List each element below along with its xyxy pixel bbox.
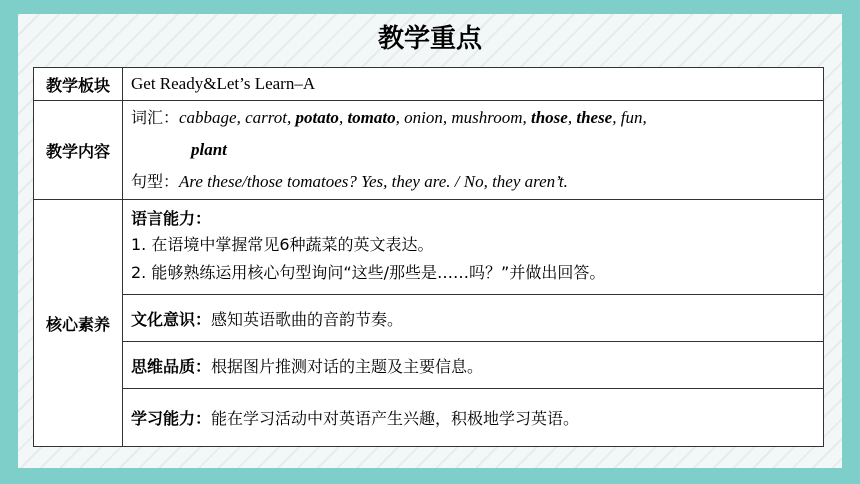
teaching-focus-table — [33, 67, 824, 447]
row-content — [34, 101, 824, 200]
vocab-label: 词汇： — [131, 108, 180, 127]
culture-text: 感知英语歌曲的音韵节奏。 — [211, 309, 404, 329]
vocab-words — [179, 108, 647, 127]
sentence-label: 句型： — [131, 172, 180, 191]
vocab-word-segment: , — [338, 108, 348, 127]
row-module — [34, 68, 824, 101]
content-cell — [123, 101, 824, 200]
culture-label: 文化意识： — [131, 309, 212, 329]
learning-text: 能在学习活动中对英语产生兴趣，积极地学习英语。 — [211, 409, 580, 428]
sentence-line — [131, 166, 815, 198]
vocab-line-2 — [131, 134, 815, 166]
language-item-1: 1. 在语境中掌握常见6种蔬菜的英文表达。 — [131, 235, 434, 254]
sentence-pattern: Are these/those tomatoes? Yes, they are. / No, they aren’t. — [179, 172, 568, 191]
row-thinking — [34, 342, 824, 389]
row-language — [34, 200, 824, 295]
learning-label: 学习能力： — [131, 409, 212, 428]
vocab-word-segment: , onion, mushroom, — [395, 108, 531, 127]
vocab-word-segment: potato — [295, 108, 339, 127]
vocab-word-segment: , — [567, 108, 577, 127]
language-item-2: 2. 能够熟练运用核心句型询问“这些/那些是……吗？”并做出回答。 — [131, 263, 606, 282]
content-label: 教学内容 — [34, 101, 123, 200]
vocab-word-segment: cabbage, carrot, — [179, 108, 296, 127]
vocab-word-segment: , fun, — [612, 108, 647, 127]
thinking-text: 根据图片推测对话的主题及主要信息。 — [211, 356, 484, 376]
language-cell — [123, 200, 824, 295]
vocab-word-segment: tomato — [347, 108, 396, 127]
vocab-last-word: plant — [191, 140, 227, 159]
learning-cell — [123, 389, 824, 447]
row-culture — [34, 295, 824, 342]
thinking-cell — [123, 342, 824, 389]
row-learning — [34, 389, 824, 447]
language-label: 语言能力： — [131, 209, 212, 228]
culture-cell — [123, 295, 824, 342]
vocab-word-segment: these — [576, 108, 613, 127]
vocab-word-segment: those — [531, 108, 568, 127]
module-value: Get Ready&Let’s Learn–A — [123, 68, 824, 101]
literacy-label: 核心素养 — [34, 200, 123, 447]
module-label: 教学板块 — [34, 68, 123, 101]
vocab-line — [131, 102, 815, 134]
thinking-label: 思维品质： — [131, 356, 212, 376]
page-title: 教学重点 — [377, 24, 482, 54]
